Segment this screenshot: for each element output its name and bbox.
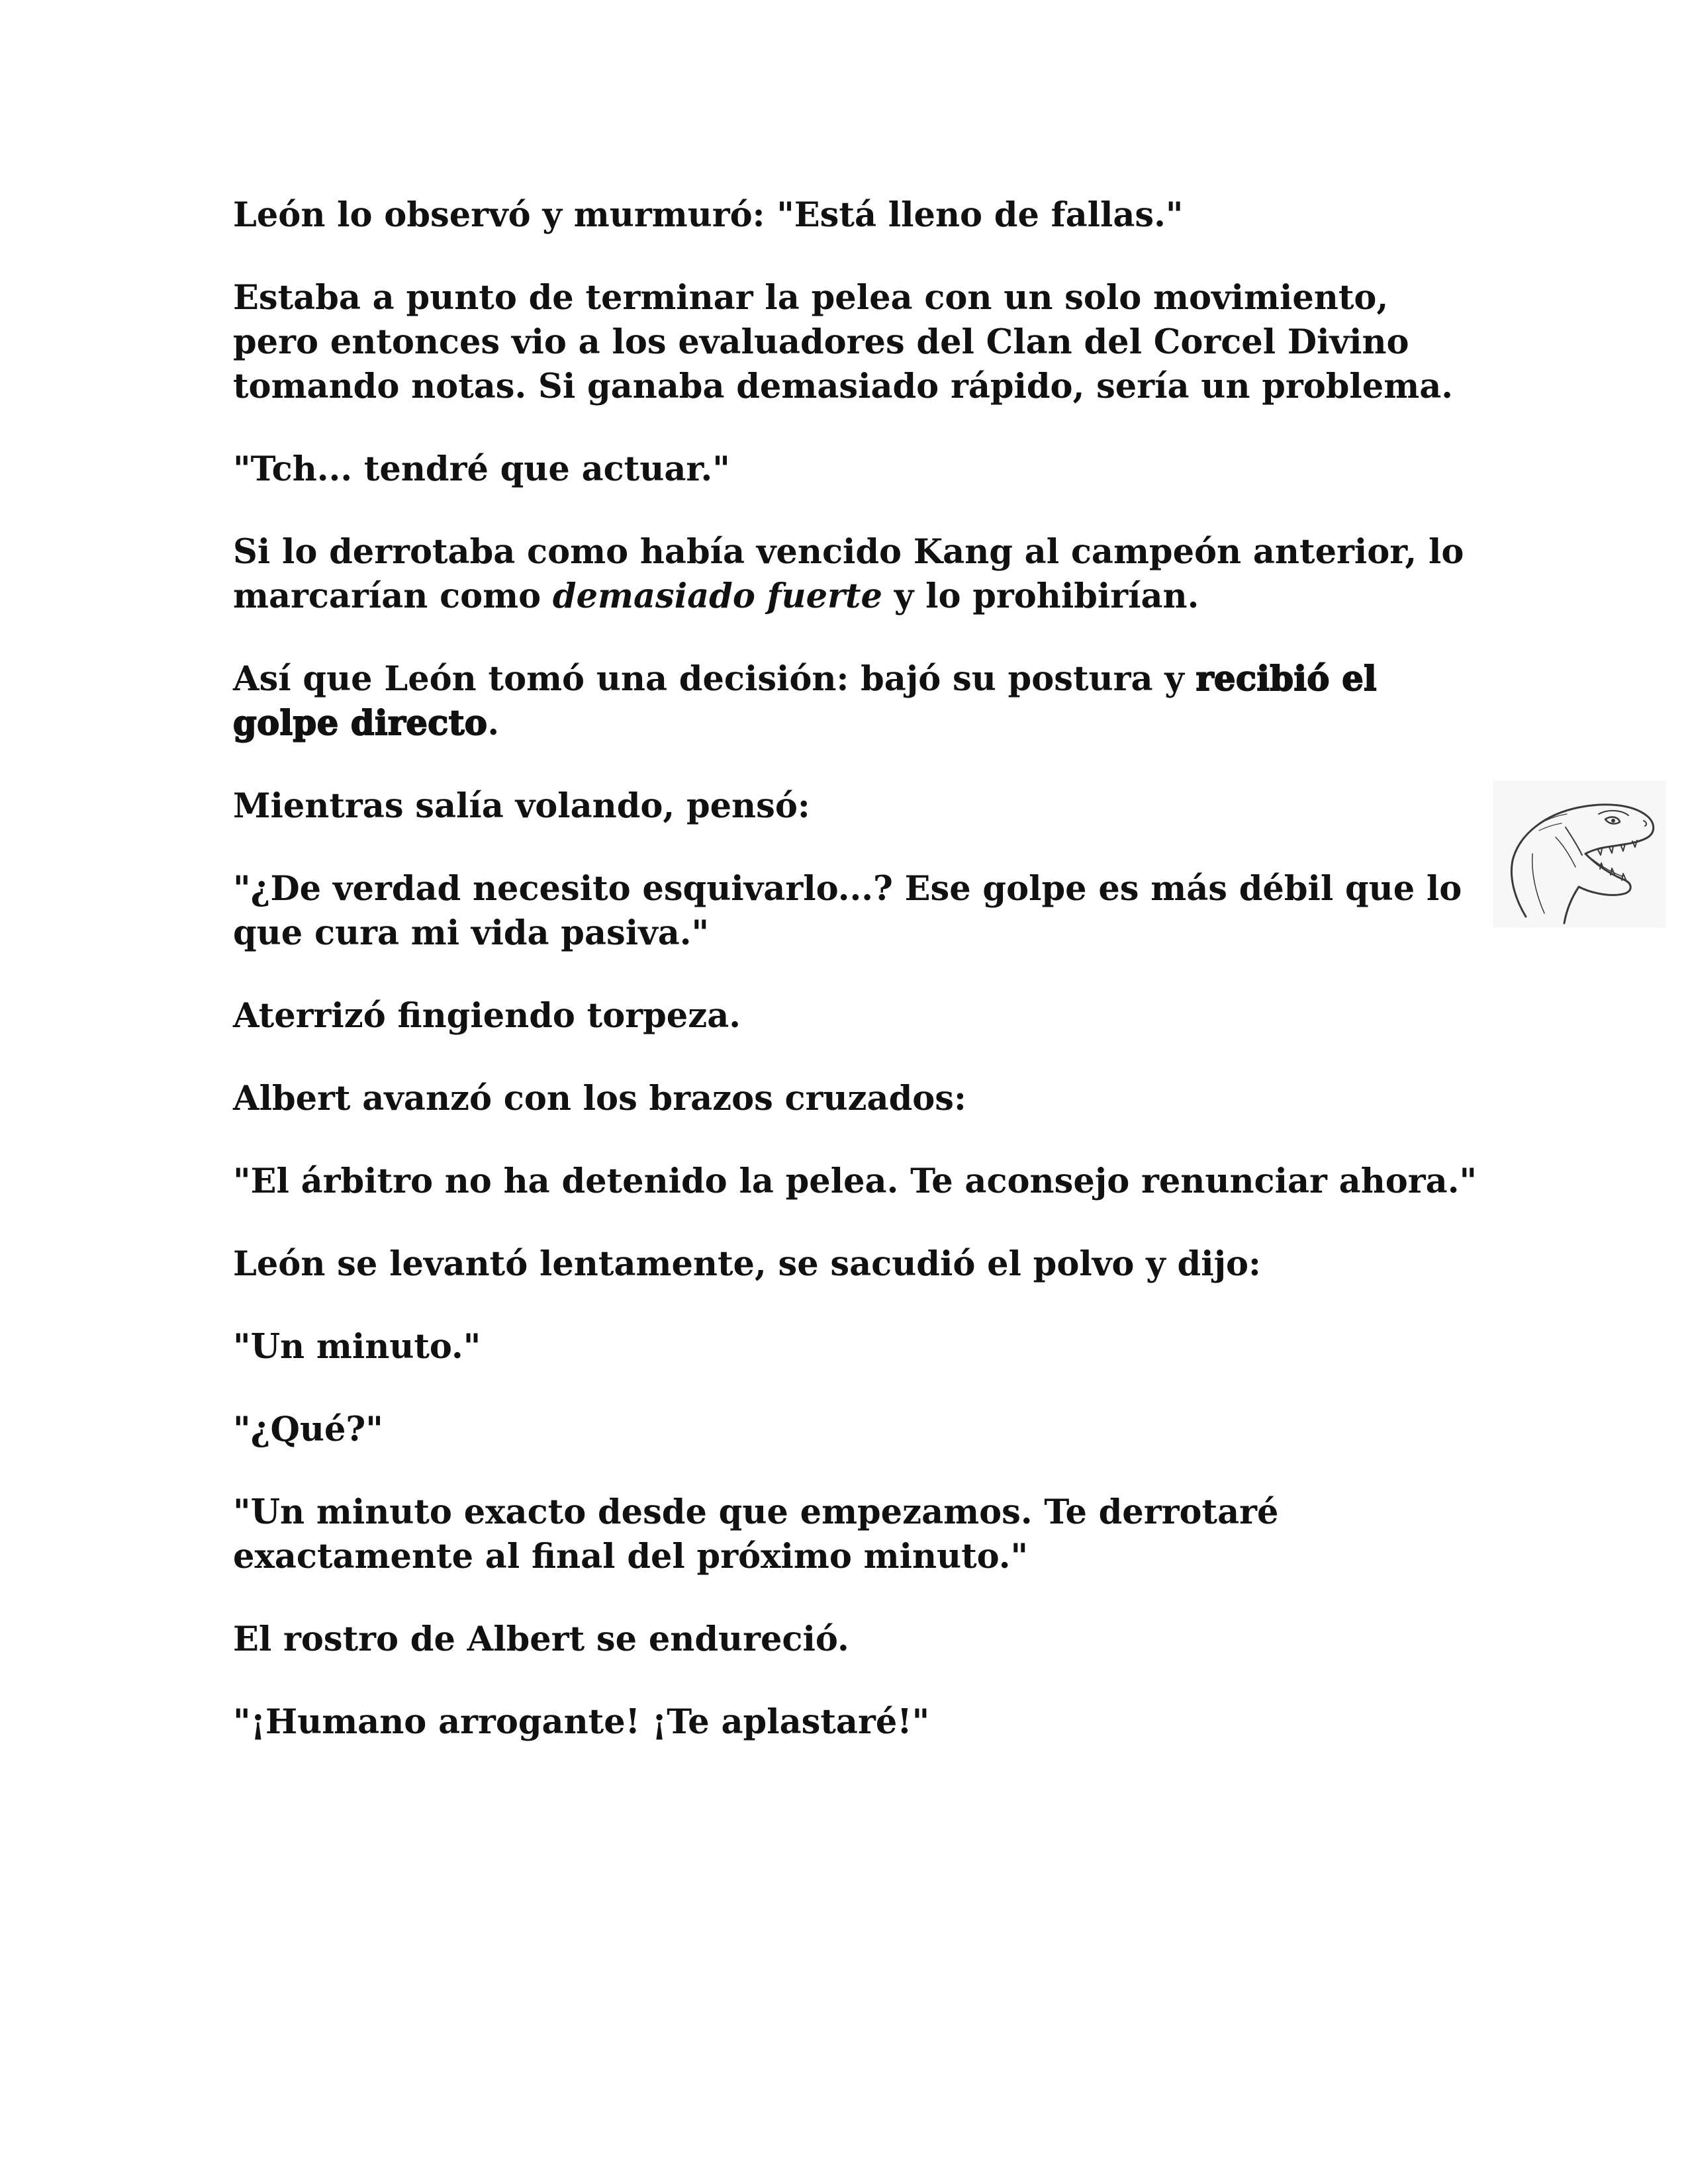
paragraph-4-end: y lo prohibirían. — [882, 576, 1199, 616]
paragraph-7: "¿De verdad necesito esquivarlo...? Ese golpe es más débil que lo que cura mi vida pasiva." — [233, 869, 1462, 953]
paragraph-4 — [233, 530, 1477, 619]
paragraph-5-start: Así que León tomó una decisión: bajó su postura y — [233, 659, 1196, 699]
paragraph-5-emphasis: recibió el golpe directo — [233, 659, 1378, 743]
paragraph-5 — [233, 657, 1477, 746]
paragraph-2: Estaba a punto de terminar la pelea con un solo movimiento, pero entonces vio a los evaluadores del Clan del Corcel Divino tomando notas. Si ganaba demasiado rápido, sería un problema. — [233, 278, 1453, 406]
paragraph-11: León se levantó lentamente, se sacudió el polvo y dijo: — [233, 1244, 1261, 1284]
paragraph-13: "¿Qué?" — [233, 1410, 383, 1449]
paragraph-15: El rostro de Albert se endureció. — [233, 1619, 849, 1659]
paragraph-12: "Un minuto." — [233, 1327, 481, 1367]
paragraph-5-end: . — [487, 704, 500, 743]
paragraph-9: Albert avanzó con los brazos cruzados: — [233, 1079, 966, 1118]
paragraph-16: "¡Humano arrogante! ¡Te aplastaré!" — [233, 1702, 930, 1742]
dinosaur-head-sketch-icon — [1493, 781, 1666, 928]
paragraph-6: Mientras salía volando, pensó: — [233, 786, 810, 826]
paragraph-8: Aterrizó fingiendo torpeza. — [233, 996, 741, 1036]
story-text — [233, 193, 1477, 1783]
paragraph-4-start: Si lo derrotaba como había vencido Kang al campeón anterior, lo marcarían como — [233, 532, 1464, 616]
paragraph-14: "Un minuto exacto desde que empezamos. Te derrotaré exactamente al final del próximo minuto." — [233, 1492, 1279, 1576]
paragraph-4-emphasis: demasiado fuerte — [552, 576, 882, 616]
paragraph-1: León lo observó y murmuró: "Está lleno de fallas." — [233, 195, 1184, 235]
paragraph-3: "Tch... tendré que actuar." — [233, 449, 730, 489]
paragraph-10: "El árbitro no ha detenido la pelea. Te aconsejo renunciar ahora." — [233, 1161, 1477, 1201]
